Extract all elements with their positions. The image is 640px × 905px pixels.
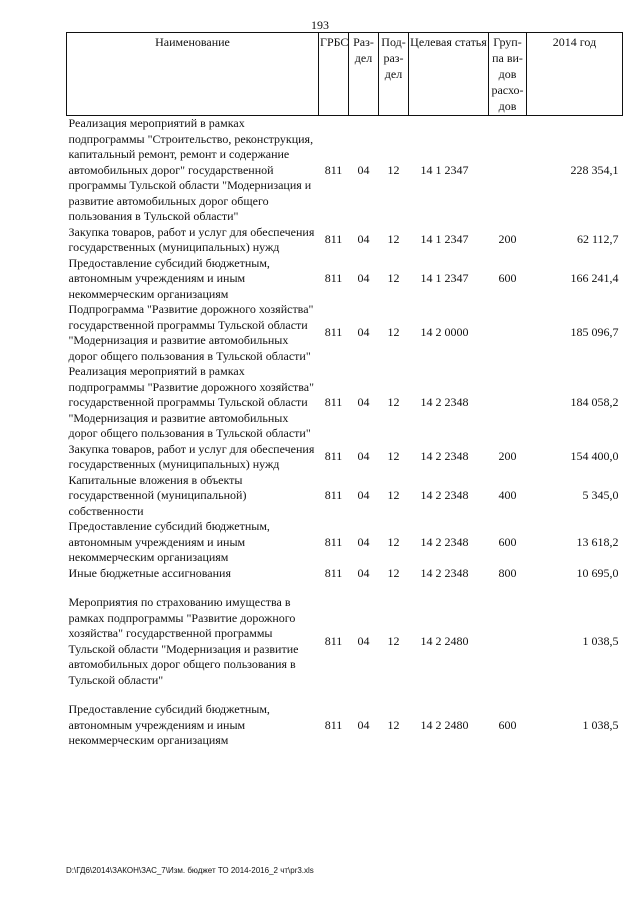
- table-row: [67, 116, 623, 225]
- header-podrazdel: Под-раз-дел: [379, 33, 409, 116]
- row-target: 14 2 2348: [420, 488, 469, 502]
- row-target: 14 1 2347: [420, 162, 469, 177]
- row-group: 200: [498, 232, 517, 247]
- row-name: Капитальные вложения в объекты государственной (муниципальной) собственности: [68, 472, 247, 518]
- table-row: [67, 364, 623, 442]
- table-row: [67, 302, 623, 364]
- row-amount: 154 400,0: [570, 449, 619, 464]
- row-grbs: 811: [324, 717, 343, 732]
- row-amount: 166 241,4: [570, 271, 619, 285]
- row-group: [489, 116, 527, 225]
- table-row: [67, 473, 623, 520]
- row-name: Закупка товаров, работ и услуг для обеспечения государственных (муниципальных) нужд: [68, 224, 315, 254]
- row-amount: 1 038,5: [582, 717, 619, 732]
- row-grbs: 811: [324, 271, 343, 285]
- row-podrazdel: 12: [387, 162, 400, 177]
- row-target: 14 2 2348: [420, 534, 469, 549]
- row-razdel: 04: [357, 271, 370, 285]
- row-name: Предоставление субсидий бюджетным, автономным учреждениям и иным некоммерческим организациям: [68, 702, 270, 747]
- row-group: 200: [498, 449, 517, 464]
- row-podrazdel: 12: [387, 534, 400, 549]
- header-year: 2014 год: [527, 33, 623, 116]
- row-razdel: 04: [357, 534, 370, 549]
- row-target: 14 2 2480: [420, 717, 469, 732]
- row-grbs: 811: [324, 449, 343, 464]
- row-name: Подпрограмма "Развитие дорожного хозяйства" государственной программы Тульской области "Модернизация и развитие автомобильных дорог общего пользования в Тульской области": [68, 302, 314, 363]
- row-group: [489, 364, 527, 442]
- row-name: Иные бюджетные ассигнования: [68, 565, 231, 580]
- table-row: [67, 566, 623, 582]
- row-grbs: 811: [324, 325, 343, 340]
- page-number: 193: [311, 18, 329, 32]
- header-target: Целевая статья: [409, 33, 489, 116]
- row-target: 14 2 0000: [420, 325, 469, 340]
- row-grbs: 811: [324, 488, 343, 502]
- header-razdel: Раз-дел: [349, 33, 379, 116]
- row-name: Предоставление субсидий бюджетным, автономным учреждениям и иным некоммерческим организациям: [68, 255, 270, 301]
- table-header-row: [67, 33, 623, 116]
- row-amount: 5 345,0: [582, 488, 619, 502]
- row-name: Закупка товаров, работ и услуг для обеспечения государственных (муниципальных) нужд: [68, 441, 315, 471]
- row-podrazdel: 12: [387, 565, 400, 580]
- row-group: [489, 581, 527, 688]
- row-group: 600: [498, 717, 517, 732]
- table-row: [67, 225, 623, 256]
- row-razdel: 04: [357, 449, 370, 464]
- row-amount: 1 038,5: [582, 633, 619, 648]
- row-razdel: 04: [357, 565, 370, 580]
- row-grbs: 811: [324, 162, 343, 177]
- row-grbs: 811: [324, 534, 343, 549]
- row-target: 14 1 2347: [420, 271, 469, 285]
- table-row: [67, 688, 623, 749]
- row-razdel: 04: [357, 633, 370, 648]
- row-amount: 184 058,2: [570, 395, 619, 409]
- row-razdel: 04: [357, 488, 370, 502]
- row-target: 14 1 2347: [420, 232, 469, 247]
- row-razdel: 04: [357, 325, 370, 340]
- row-group: [489, 302, 527, 364]
- row-amount: 10 695,0: [576, 565, 619, 580]
- row-podrazdel: 12: [387, 395, 400, 409]
- row-podrazdel: 12: [387, 449, 400, 464]
- row-podrazdel: 12: [387, 633, 400, 648]
- table-row: [67, 519, 623, 566]
- row-group: 400: [498, 488, 517, 502]
- row-name: Реализация мероприятий в рамках подпрограммы "Строительство, реконструкция, капитальный ремонт, ремонт и содержание автомобильных дорог" государственной программы Тульской области "Модернизация и развитие автомобильных дорог общего пользования в Тульской области": [68, 116, 314, 223]
- row-amount: 228 354,1: [570, 162, 619, 177]
- row-grbs: 811: [324, 232, 343, 247]
- file-path-footer: D:\ГД6\2014\ЗАКОН\ЗАС_7\Изм. бюджет ТО 2014-2016_2 чт\pr3.xls: [66, 866, 314, 875]
- row-group: 800: [498, 565, 517, 580]
- row-podrazdel: 12: [387, 232, 400, 247]
- row-amount: 185 096,7: [570, 325, 619, 340]
- row-name: Мероприятия по страхованию имущества в рамках подпрограммы "Развитие дорожного хозяйства" государственной программы Тульской области "Модернизация и развитие автомобильных дорог общего пользования в Тульской области": [68, 595, 299, 687]
- row-razdel: 04: [357, 395, 370, 409]
- row-razdel: 04: [357, 162, 370, 177]
- row-target: 14 2 2348: [420, 449, 469, 464]
- row-target: 14 2 2348: [420, 565, 469, 580]
- budget-table: [66, 32, 623, 749]
- row-podrazdel: 12: [387, 717, 400, 732]
- row-group: 600: [498, 271, 517, 285]
- row-podrazdel: 12: [387, 488, 400, 502]
- row-razdel: 04: [357, 232, 370, 247]
- row-grbs: 811: [324, 395, 343, 409]
- row-grbs: 811: [324, 565, 343, 580]
- row-razdel: 04: [357, 717, 370, 732]
- row-podrazdel: 12: [387, 271, 400, 285]
- row-name: Реализация мероприятий в рамках подпрограммы "Развитие дорожного хозяйства" государственной программы Тульской области "Модернизация и развитие автомобильных дорог общего пользования в Тульской области": [68, 364, 314, 440]
- row-name: Предоставление субсидий бюджетным, автономным учреждениям и иным некоммерческим организациям: [68, 519, 270, 564]
- row-target: 14 2 2348: [420, 395, 469, 409]
- header-group: Груп-па ви-дов расхо-дов: [489, 33, 527, 116]
- table-row: [67, 256, 623, 303]
- table-row: [67, 581, 623, 688]
- header-name: Наименование: [67, 33, 319, 116]
- row-amount: 62 112,7: [576, 232, 619, 247]
- table-row: [67, 442, 623, 473]
- header-grbs: ГРБС: [319, 33, 349, 116]
- row-group: 600: [498, 534, 517, 549]
- row-grbs: 811: [324, 633, 343, 648]
- row-podrazdel: 12: [387, 325, 400, 340]
- row-target: 14 2 2480: [420, 633, 469, 648]
- row-amount: 13 618,2: [576, 534, 619, 549]
